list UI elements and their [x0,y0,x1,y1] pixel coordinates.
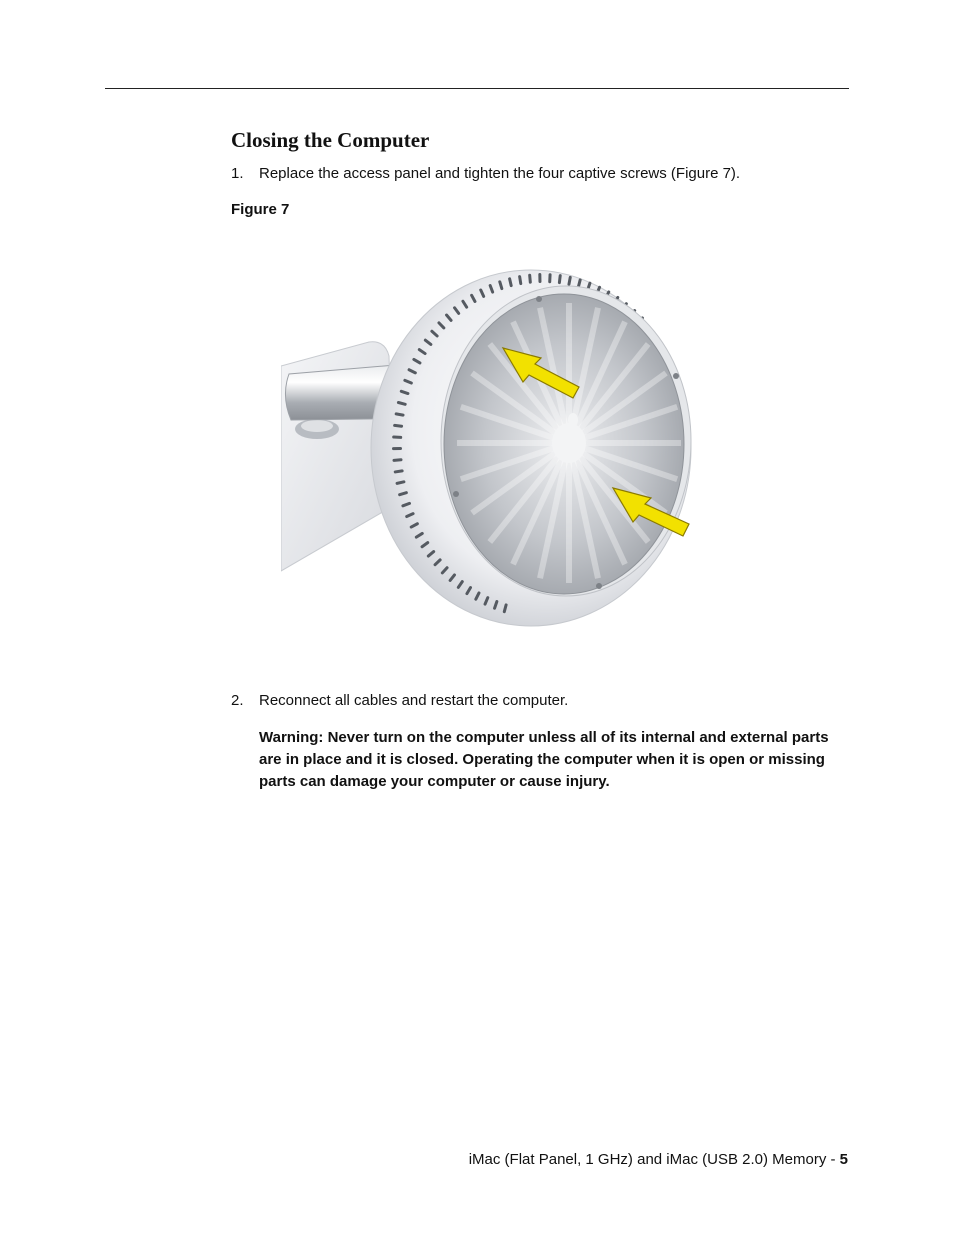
step-text: Replace the access panel and tighten the four captive screws (Figure 7). [259,165,741,182]
step-number: 2. [231,692,244,709]
footer-title: iMac (Flat Panel, 1 GHz) and iMac (USB 2.0) Memory - [468,1151,840,1168]
warning-text: Warning: Never turn on the computer unless all of its internal and external parts are in place and it is closed. Operating the computer when it is open or missing parts can damage your computer or cause injury. [259,729,829,790]
step-number: 1. [231,165,244,182]
step-text: Reconnect all cables and restart the computer. [259,692,569,709]
figure-illustration [281,236,751,636]
figure-caption: Figure 7 [231,201,290,218]
header-rule [105,88,849,89]
page-footer [469,1151,848,1168]
imac-base-illustration [281,236,751,636]
page-number: 5 [839,1151,848,1168]
section-heading: Closing the Computer [231,128,430,152]
